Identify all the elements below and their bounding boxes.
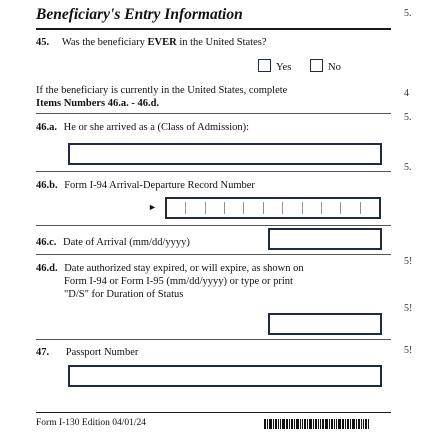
divider — [36, 225, 391, 226]
q45-text-pre: Was the beneficiary — [61, 37, 148, 48]
side-mark: 4 — [404, 88, 409, 99]
date-of-arrival-input[interactable] — [268, 228, 382, 250]
passport-number-input[interactable] — [68, 365, 382, 387]
side-mark: 5! — [404, 303, 413, 314]
q46b-text: Form I-94 Arrival-Departure Record Number — [64, 180, 255, 191]
instruction-line1: If the beneficiary is currently in the United States, complete — [36, 85, 288, 96]
footer-rule — [36, 412, 391, 413]
q45-text-post: in the United States? — [176, 37, 267, 48]
q47-text: Passport Number — [65, 347, 139, 358]
q45-text-bold: EVER — [147, 37, 177, 48]
q45-yes-option[interactable] — [258, 59, 291, 74]
q46d-line2: Form I-94 or Form I-95 (mm/dd/yyyy) or type or print — [64, 276, 293, 287]
q46c — [36, 236, 266, 249]
divider — [36, 254, 391, 255]
side-mark: 5. — [404, 8, 412, 19]
q47-number: 47. — [36, 347, 50, 358]
side-mark: 5! — [404, 345, 413, 356]
class-of-admission-input[interactable] — [68, 143, 382, 165]
q46d-line1: Date authorized stay expired, or will expire, as shown on — [64, 263, 304, 274]
divider — [36, 171, 391, 172]
q45-no-label: No — [328, 62, 341, 73]
q46d — [36, 262, 381, 301]
q46d-number: 46.d. — [36, 263, 58, 274]
stay-expiry-input[interactable] — [268, 313, 382, 335]
i94-number-input[interactable] — [165, 197, 381, 219]
q45-number: 45. — [36, 37, 50, 48]
divider — [36, 339, 391, 340]
side-mark: 5! — [404, 256, 413, 267]
barcode-graphic — [264, 419, 392, 429]
q45 — [36, 36, 396, 49]
q45-no-checkbox[interactable] — [310, 59, 323, 72]
arrow-icon: ► — [148, 202, 157, 212]
side-mark: 5. — [404, 112, 412, 123]
q46d-line3: "D/S" for Duration of Status — [64, 289, 184, 300]
q46b — [36, 179, 376, 192]
instruction — [36, 84, 366, 110]
q46c-text: Date of Arrival (mm/dd/yyyy) — [63, 237, 190, 248]
q47 — [36, 346, 336, 359]
q45-yes-label: Yes — [276, 62, 292, 73]
q45-no-option[interactable] — [310, 59, 341, 74]
side-mark: 5. — [404, 162, 412, 173]
q46c-number: 46.c. — [36, 237, 57, 248]
section-title: Beneficiary's Entry Information — [36, 6, 243, 23]
q45-yes-checkbox[interactable] — [258, 59, 271, 72]
divider — [36, 113, 391, 114]
footer-edition: Form I-130 Edition 04/01/24 — [36, 418, 147, 428]
q46b-number: 46.b. — [36, 180, 58, 191]
q46a — [36, 121, 376, 134]
instruction-line2: Items Numbers 46.a. - 46.d. — [36, 98, 160, 109]
section-rule — [36, 28, 391, 30]
q46a-number: 46.a. — [36, 122, 57, 133]
q46a-text: He or she arrived as a (Class of Admission): — [63, 122, 250, 133]
